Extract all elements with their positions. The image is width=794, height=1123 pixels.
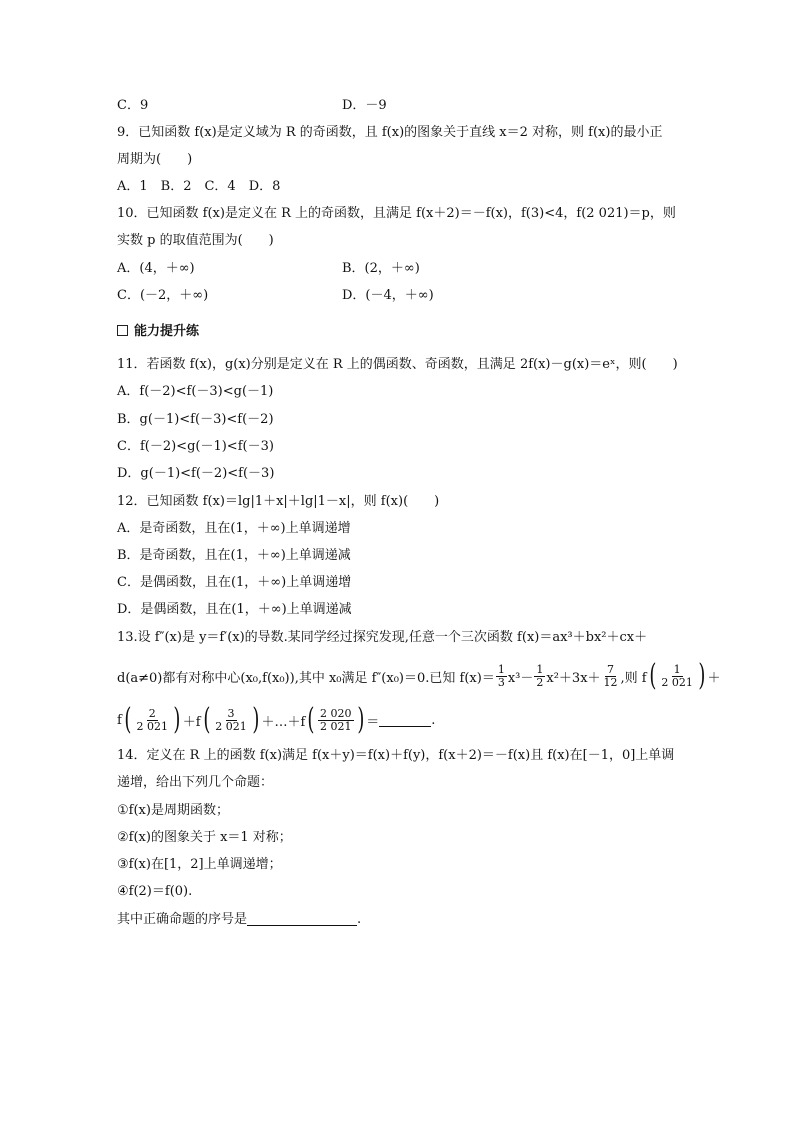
q12-stem: 12．已知函数 f(x)＝lg|1＋x|＋lg|1－x|，则 f(x)( ) (117, 494, 440, 509)
q13-stem-line3 (117, 700, 435, 740)
q11-stem: 11．若函数 f(x)，g(x)分别是定义在 R 上的偶函数、奇函数，且满足 2f(x)－g(x)＝eˣ，则( ) (117, 357, 678, 372)
q14-proposition-3: ③f(x)在[1，2]上单调递增； (117, 857, 282, 872)
q10-option-d: D．(－4，＋∞) (342, 288, 434, 303)
answer-blank-q13[interactable] (379, 714, 431, 727)
fraction-1-3: $\frac{1}{3}$ (497, 662, 505, 689)
q10-option-a: A．(4，＋∞) (117, 261, 195, 276)
q10-stem-line2: 实数 p 的取值范围为( ) (117, 233, 274, 248)
checkbox-square-icon (117, 325, 128, 336)
q13-stem-line2 (117, 656, 721, 696)
fraction-1-2021: $\frac{1}{2 021}$ (661, 662, 693, 689)
option-c-q8: C．9 (117, 98, 149, 113)
q13-stem-line1: 13.设 f″(x)是 y＝f′(x)的导数.某同学经过探究发现,任意一个三次函数 f(x)＝ax³＋bx²＋cx＋ (117, 630, 648, 645)
q9-stem-line1: 9．已知函数 f(x)是定义域为 R 的奇函数，且 f(x)的图象关于直线 x＝2 对称，则 f(x)的最小正 (117, 125, 663, 140)
paren-group-2: ( $\frac{2}{2 021}$ ) (124, 702, 181, 737)
q13-plus-f: ＋f (182, 714, 201, 730)
q12-option-b: B．是奇函数，且在(1，＋∞)上单调递减 (117, 548, 351, 563)
q12-option-d: D．是偶函数，且在(1，＋∞)上单调递减 (117, 602, 352, 617)
q14-question (117, 911, 361, 929)
q13-dots: ＋…＋f (261, 714, 306, 730)
section-header (117, 323, 199, 341)
q13-plus: ＋ (707, 670, 721, 686)
q11-option-d: D．g(－1)<f(－2)<f(－3) (117, 466, 275, 481)
answer-blank-q14[interactable] (247, 913, 357, 926)
q9-options: A．1 B．2 C．4 D．8 (117, 179, 281, 194)
q12-option-a: A．是奇函数，且在(1，＋∞)上单调递增 (117, 521, 351, 536)
fraction-1-2: $\frac{1}{2}$ (536, 662, 544, 689)
fraction-3-2021: $\frac{3}{2 021}$ (215, 706, 247, 733)
q14-proposition-1: ①f(x)是周期函数； (117, 803, 229, 818)
q14-stem-line1: 14．定义在 R 上的函数 f(x)满足 f(x＋y)＝f(x)＋f(y)，f(x＋2)＝－f(x)且 f(x)在[－1，0]上单调 (117, 748, 675, 763)
q10-option-b: B．(2，＋∞) (342, 261, 420, 276)
option-d-q8: D．－9 (342, 98, 387, 113)
q9-stem-line2: 周期为( ) (117, 152, 193, 167)
q13-period: . (431, 712, 436, 728)
q13-equals: ＝ (366, 714, 380, 730)
q13-then-f: ,则 f (620, 670, 647, 686)
q10-stem-line1: 10．已知函数 f(x)是定义在 R 上的奇函数，且满足 f(x＋2)＝－f(x)，f(3)<4，f(2 021)＝p，则 (117, 206, 676, 221)
q10-option-c: C．(－2，＋∞) (117, 288, 209, 303)
q13-term-x2: x²＋3x＋ (546, 670, 601, 686)
q12-option-c: C．是偶函数，且在(1，＋∞)上单调递增 (117, 575, 352, 590)
fraction-7-12: $\frac{7}{12}$ (603, 662, 618, 689)
paren-group-4: ( $\frac{2 020}{2 021}$ ) (307, 702, 364, 737)
q11-option-b: B．g(－1)<f(－3)<f(－2) (117, 412, 274, 427)
fraction-2020-2021: $\frac{2 020}{2 021}$ (320, 706, 352, 733)
q14-proposition-4: ④f(2)＝f(0). (117, 884, 193, 899)
q13-f: f (117, 712, 122, 728)
paren-group-3: ( $\frac{3}{2 021}$ ) (202, 702, 260, 737)
paren-group-1: ( $\frac{1}{2 021}$ ) (648, 658, 706, 693)
q14-ask-text: 其中正确命题的序号是 (117, 912, 248, 927)
q14-proposition-2: ②f(x)的图象关于 x＝1 对称； (117, 830, 292, 845)
q13-term-x3: x³－ (507, 670, 534, 686)
q14-stem-line2: 递增，给出下列几个命题： (117, 775, 274, 790)
q11-option-c: C．f(－2)<g(－1)<f(－3) (117, 439, 274, 454)
q13-line2-text: d(a≠0)都有对称中心(x₀,f(x₀)),其中 x₀满足 f″(x₀)＝0.已知 f(x)＝ (117, 670, 495, 686)
q14-period: . (357, 912, 362, 927)
q11-option-a: A．f(－2)<f(－3)<g(－1) (117, 384, 274, 399)
section-title: 能力提升练 (134, 324, 200, 339)
fraction-2-2021: $\frac{2}{2 021}$ (136, 706, 169, 733)
